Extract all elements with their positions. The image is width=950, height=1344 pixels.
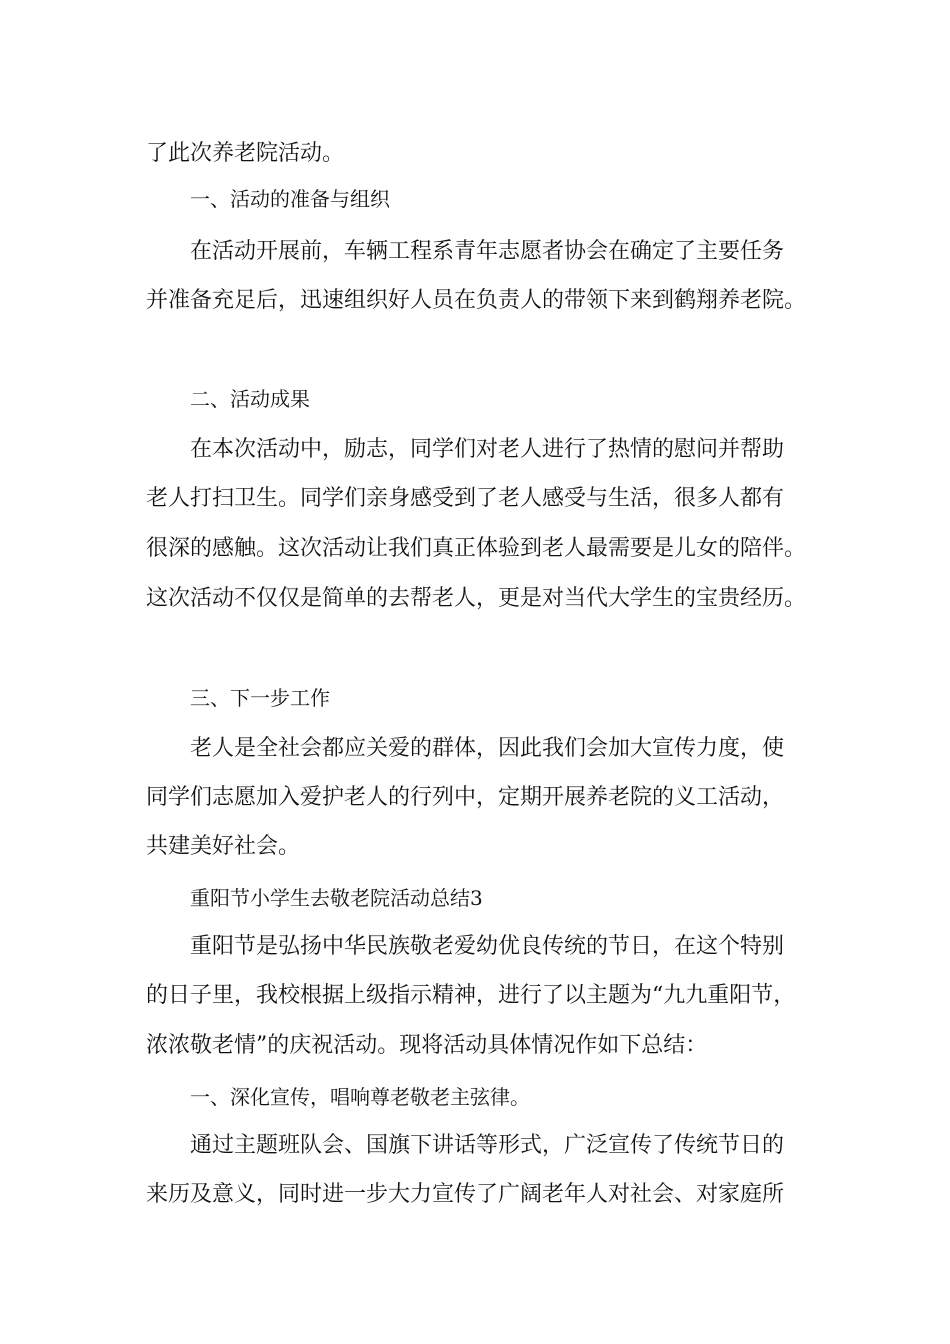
text-line: 通过主题班队会、国旗下讲话等形式，广泛宣传了传统节日的 [190, 1133, 785, 1158]
section-heading: 二、活动成果 [190, 387, 310, 411]
text-line: 重阳节是弘扬中华民族敬老爱幼优良传统的节日，在这个特别 [190, 934, 785, 959]
text-line: 了此次养老院活动。 [146, 141, 345, 166]
text-line: 这次活动不仅仅是简单的去帮老人，更是对当代大学生的宝贵经历。 [146, 586, 807, 611]
text-line: 来历及意义，同时进一步大力宣传了广阔老年人对社会、对家庭所 [146, 1182, 785, 1207]
text-line: 的日子里，我校根据上级指示精神，进行了以主题为“九九重阳节， [146, 983, 796, 1008]
section-heading: 三、下一步工作 [190, 686, 330, 710]
text-line: 在本次活动中，励志，同学们对老人进行了热情的慰问并帮助 [190, 437, 785, 462]
text-line: 老人打扫卫生。同学们亲身感受到了老人感受与生活，很多人都有 [146, 486, 785, 511]
text-line: 在活动开展前，车辆工程系青年志愿者协会在确定了主要任务 [190, 239, 785, 264]
text-line: 老人是全社会都应关爱的群体，因此我们会加大宣传力度，使 [190, 736, 785, 761]
section-heading: 一、深化宣传，唱响尊老敬老主弦律。 [190, 1085, 530, 1109]
section-heading: 一、活动的准备与组织 [190, 187, 390, 211]
text-line: 很深的感触。这次活动让我们真正体验到老人最需要是儿女的陪伴。 [146, 536, 807, 561]
article-title: 重阳节小学生去敬老院活动总结3 [190, 886, 483, 910]
text-line: 共建美好社会。 [146, 834, 301, 859]
text-line: 同学们志愿加入爱护老人的行列中，定期开展养老院的义工活动， [146, 785, 785, 810]
text-line: 并准备充足后，迅速组织好人员在负责人的带领下来到鹤翔养老院。 [146, 288, 807, 313]
text-line: 浓浓敬老情”的庆祝活动。现将活动具体情况作如下总结： [146, 1033, 708, 1058]
